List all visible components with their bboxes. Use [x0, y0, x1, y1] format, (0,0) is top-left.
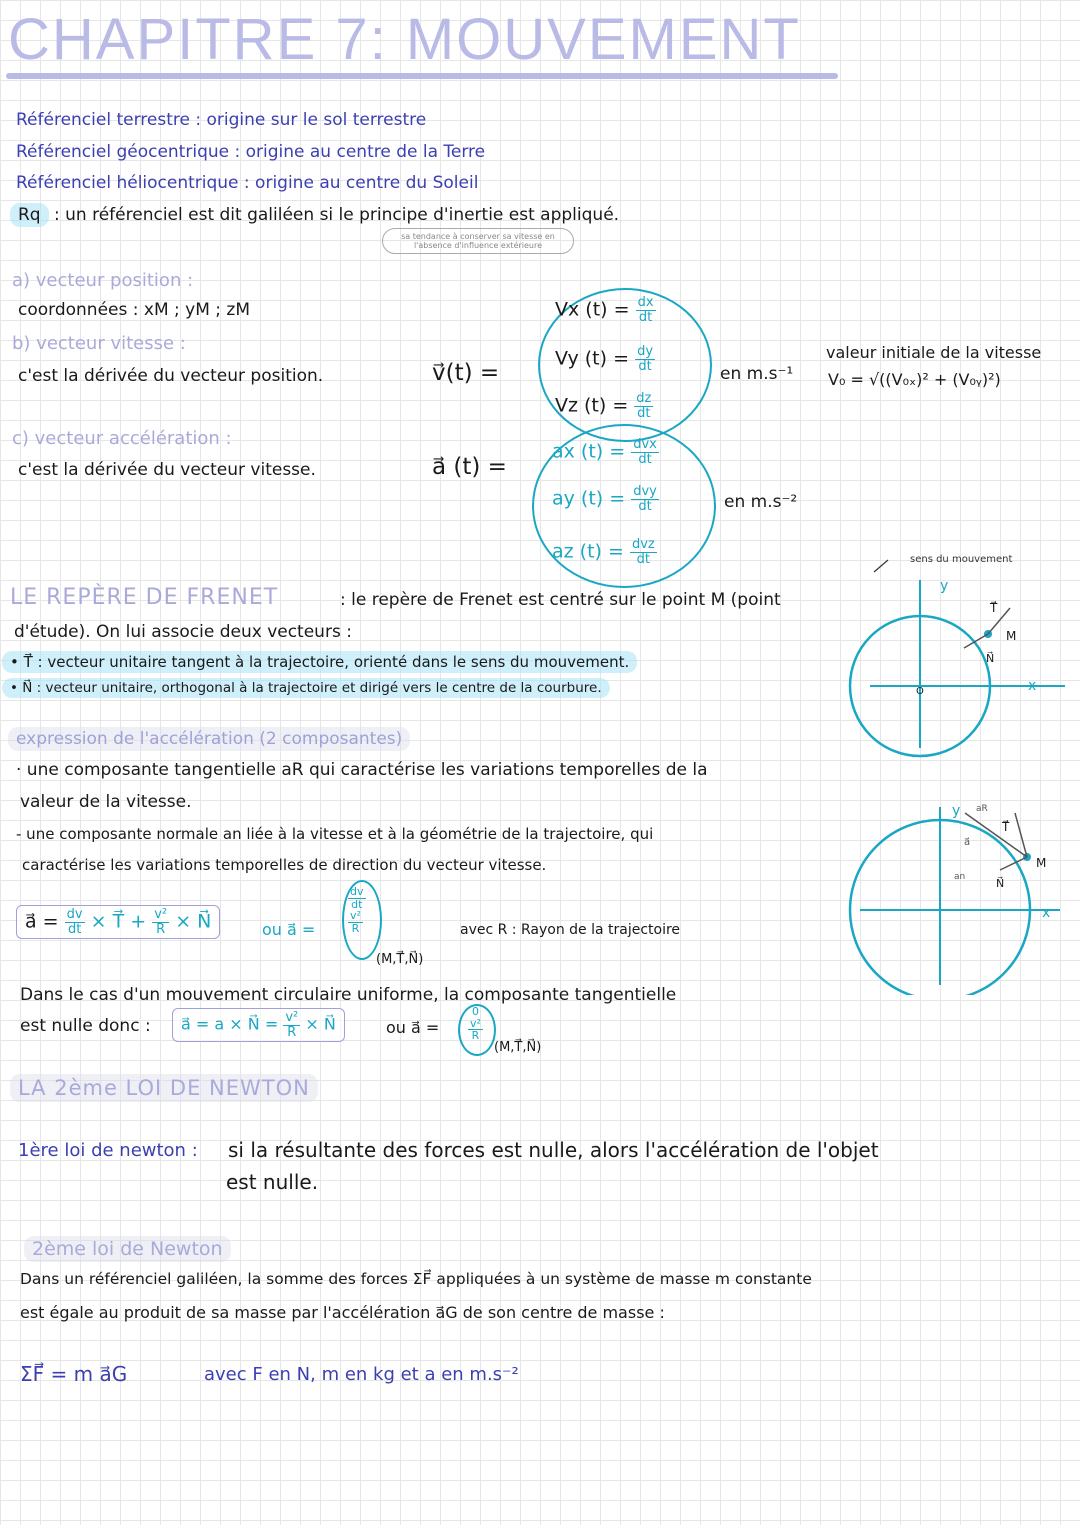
frenet-intro-2: d'étude). On lui associe deux vecteurs :: [14, 622, 352, 642]
acceleration-row-y: ay (t) = $\frac{\text{dvy}}{dt}$: [552, 484, 657, 514]
position-coordinates: coordonnées : xM ; yM ; zM: [18, 300, 251, 320]
acceleration-formula-ou: ou a⃗ =: [262, 920, 316, 939]
vitesse-heading: b) vecteur vitesse :: [12, 333, 186, 354]
point-m-label: M: [1036, 856, 1047, 870]
vitesse-unit: en m.s⁻¹: [720, 364, 794, 384]
frenet-vector-t: • T⃗ : vecteur unitaire tangent à la trajectoire, orienté dans le sens du mouvement.: [2, 651, 637, 673]
normal-line-2: caractérise les variations temporelles de direction du vecteur vitesse.: [22, 856, 547, 874]
circular-line-2: est nulle donc :: [20, 1016, 151, 1036]
direction-arrow: [874, 560, 888, 572]
loi2-line-1: Dans un référenciel galiléen, la somme des forces ΣF⃗ appliquées à un système de masse m constante: [20, 1270, 812, 1288]
remarque: [10, 205, 619, 225]
acceleration-unit: en m.s⁻²: [724, 492, 798, 512]
acceleration-lhs: a⃗ (t) =: [432, 454, 507, 480]
loi2-formula: ΣF⃗ = m a⃗G: [20, 1362, 128, 1386]
acceleration-row-z: az (t) = $\frac{\text{dvz}}{dt}$: [552, 537, 655, 567]
circular-formula: a⃗ = a × N⃗ = $\frac{\text{v²}}{R}$ × N⃗: [172, 1008, 345, 1042]
tangential-line-2: valeur de la vitesse.: [20, 792, 192, 812]
loi1-text-1: si la résultante des forces est nulle, alors l'accélération de l'objet: [228, 1138, 879, 1162]
rayon-note: avec R : Rayon de la trajectoire: [460, 922, 681, 938]
frenet-diagram: [840, 548, 1080, 758]
expression-heading: expression de l'accélération (2 composantes): [8, 727, 410, 751]
remarque-label: Rq: [10, 203, 49, 227]
circular-line-1: Dans le cas d'un mouvement circulaire uniforme, la composante tangentielle: [20, 985, 677, 1005]
n-vector-label: N⃗: [986, 652, 995, 665]
frenet-intro: : le repère de Frenet est centré sur le point M (point: [340, 590, 781, 610]
an-label: an: [954, 872, 966, 882]
point-m-label: M: [1006, 629, 1017, 643]
normal-line-1: - une composante normale an liée à la vitesse et à la géométrie de la trajectoire, qui: [16, 825, 654, 843]
frenet-vector-n: • N⃗ : vecteur unitaire, orthogonal à la trajectoire et dirigé vers le centre de la courbure.: [2, 678, 610, 698]
acceleration-heading: c) vecteur accélération :: [12, 428, 232, 449]
y-axis-label: y: [940, 578, 949, 594]
loi1-label: 1ère loi de newton :: [18, 1140, 198, 1161]
referentiel-heliocentrique: Référenciel héliocentrique : origine au centre du Soleil: [16, 173, 479, 193]
referentiel-geocentrique: Référenciel géocentrique : origine au centre de la Terre: [16, 142, 486, 162]
loi2-heading: 2ème loi de Newton: [24, 1236, 231, 1262]
circular-formula-ou: ou a⃗ =: [386, 1018, 440, 1037]
newton-heading: LA 2ème LOI DE NEWTON: [10, 1074, 318, 1102]
a-vector: [965, 813, 1027, 857]
acceleration-column: $\frac{dv}{dt}$ $\frac{\text{v²}}{R}$: [350, 885, 364, 935]
circular-basis: (M,T⃗,N⃗): [494, 1040, 542, 1055]
position-heading: a) vecteur position :: [12, 270, 194, 291]
ar-label: aR: [976, 804, 988, 814]
vitesse-initiale-label: valeur initiale de la vitesse: [826, 343, 1042, 362]
vitesse-definition: c'est la dérivée du vecteur position.: [18, 366, 324, 386]
tangential-line-1: · une composante tangentielle aR qui caractérise les variations temporelles de la: [16, 760, 708, 780]
basis-label: (M,T⃗,N⃗): [376, 952, 424, 967]
loi1-text-2: est nulle.: [226, 1170, 319, 1194]
direction-label: sens du mouvement: [910, 554, 1013, 565]
acceleration-formula: a⃗ = $\frac{dv}{dt}$ × T⃗ + $\frac{\text{v²}}{R}$ × N⃗: [16, 905, 220, 939]
referentiel-terrestre: Référenciel terrestre : origine sur le sol terrestre: [16, 110, 427, 130]
loi2-units: avec F en N, m en kg et a en m.s⁻²: [204, 1364, 519, 1385]
vitesse-initiale-formula: V₀ = √((V₀ₓ)² + (V₀ᵧ)²): [828, 370, 1001, 389]
vitesse-row-x: Vx (t) = $\frac{dx}{dt}$: [555, 295, 654, 325]
n-vector-label: N⃗: [996, 877, 1005, 890]
page-title: CHAPITRE 7: MOUVEMENT: [8, 7, 801, 72]
x-axis-label: x: [1042, 905, 1051, 921]
loi2-line-2: est égale au produit de sa masse par l'accélération a⃗G de son centre de masse :: [20, 1303, 665, 1322]
vitesse-lhs: v⃗(t) =: [432, 360, 500, 386]
inertie-note: sa tendance à conserver sa vitesse en l'absence d'influence extérieure: [382, 228, 574, 254]
t-vector-label: T⃗: [1002, 820, 1010, 834]
a-vector-label: a⃗: [964, 837, 971, 848]
remarque-text: : un référenciel est dit galiléen si le principe d'inertie est appliqué.: [54, 205, 620, 225]
vitesse-row-y: Vy (t) = $\frac{dy}{dt}$: [555, 344, 654, 374]
y-axis-label: y: [952, 803, 961, 819]
t-vector-label: T⃗: [990, 601, 998, 615]
x-axis-label: x: [1028, 678, 1037, 694]
circular-column: 0 $\frac{\text{v²}}{R}$: [470, 1005, 481, 1043]
origin-label: O: [916, 686, 924, 697]
acceleration-definition: c'est la dérivée du vecteur vitesse.: [18, 460, 316, 480]
acceleration-row-x: ax (t) = $\frac{\text{dvx}}{dt}$: [552, 437, 657, 467]
title-underline: [6, 73, 838, 79]
frenet-heading: LE REPÈRE DE FRENET: [10, 585, 279, 610]
acceleration-diagram: [840, 795, 1080, 995]
vitesse-row-z: Vz (t) = $\frac{dz}{dt}$: [555, 391, 652, 421]
